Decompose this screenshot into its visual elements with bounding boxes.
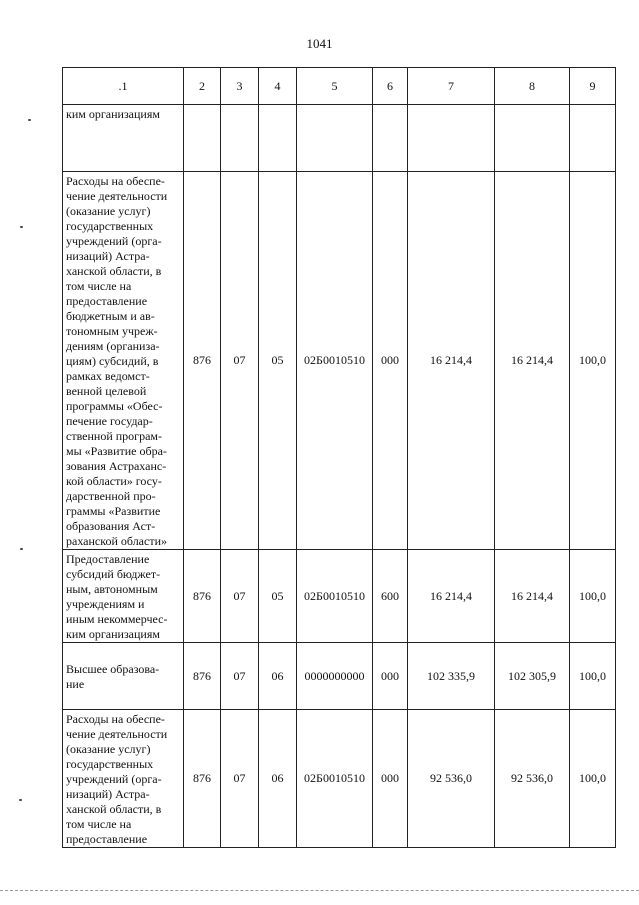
- cell-expense-type: 000: [373, 172, 408, 550]
- cell-amount-planned: 102 335,9: [408, 643, 495, 710]
- cell-target-article: 02Б0010510: [297, 550, 373, 643]
- table-row: [63, 550, 616, 643]
- cell-section: [221, 105, 259, 172]
- column-header-5: 5: [297, 68, 373, 105]
- cell-section: 07: [221, 643, 259, 710]
- cell-expense-type: [373, 105, 408, 172]
- table-row: [63, 172, 616, 550]
- scan-speck: [20, 226, 23, 228]
- cell-amount-planned: 16 214,4: [408, 172, 495, 550]
- cell-subsection: 05: [259, 172, 297, 550]
- cell-amount-planned: [408, 105, 495, 172]
- cell-ministry: 876: [184, 172, 221, 550]
- scan-speck: [19, 799, 22, 801]
- column-header-6: 6: [373, 68, 408, 105]
- column-header-9: 9: [570, 68, 616, 105]
- column-header-1: .1: [63, 68, 184, 105]
- cell-percent: 100,0: [570, 550, 616, 643]
- cell-section: 07: [221, 710, 259, 848]
- cell-expense-type: 000: [373, 710, 408, 848]
- cell-ministry: [184, 105, 221, 172]
- scan-edge-line: [0, 890, 639, 892]
- cell-subsection: 06: [259, 643, 297, 710]
- cell-subsection: 06: [259, 710, 297, 848]
- table-row: [63, 710, 616, 848]
- budget-table: [62, 67, 616, 848]
- page-number: 1041: [306, 36, 333, 51]
- row-description: ким организациям: [63, 105, 184, 172]
- cell-amount-executed: 102 305,9: [495, 643, 570, 710]
- cell-amount-planned: 92 536,0: [408, 710, 495, 848]
- cell-expense-type: 600: [373, 550, 408, 643]
- row-description: Расходы на обеспе- чение деятельности (оказание услуг) государственных учреждений (орга- низаций) Астра- ханской области, в том числе на предоставление: [63, 710, 184, 848]
- cell-ministry: 876: [184, 710, 221, 848]
- cell-expense-type: 000: [373, 643, 408, 710]
- cell-subsection: 05: [259, 550, 297, 643]
- row-description: Высшее образова- ние: [63, 643, 184, 710]
- table-row: [63, 105, 616, 172]
- column-header-7: 7: [408, 68, 495, 105]
- cell-amount-executed: [495, 105, 570, 172]
- cell-percent: 100,0: [570, 710, 616, 848]
- row-description: Расходы на обеспе- чение деятельности (оказание услуг) государственных учреждений (орга- низаций) Астра- ханской области, в том числе на предоставление бюджетным и ав- тономным учреж- дениям (организа- циям) субсидий, в рамках ведомст- венной целевой программы «Обес- печение государ- ственной програм- мы «Развитие обра- зования Астраханс- кой области» госу- дарственной про- граммы «Развитие образования Аст- раханской области»: [63, 172, 184, 550]
- cell-target-article: 02Б0010510: [297, 172, 373, 550]
- cell-ministry: 876: [184, 643, 221, 710]
- cell-ministry: 876: [184, 550, 221, 643]
- cell-percent: [570, 105, 616, 172]
- cell-percent: 100,0: [570, 172, 616, 550]
- cell-target-article: 0000000000: [297, 643, 373, 710]
- row-description: Предоставление субсидий бюджет- ным, автономным учреждениям и иным некоммерчес- ким организациям: [63, 550, 184, 643]
- column-header-8: 8: [495, 68, 570, 105]
- cell-percent: 100,0: [570, 643, 616, 710]
- cell-amount-executed: 16 214,4: [495, 172, 570, 550]
- cell-target-article: [297, 105, 373, 172]
- cell-subsection: [259, 105, 297, 172]
- scan-speck: [20, 548, 23, 550]
- table-row: [63, 643, 616, 710]
- table-header-row: [63, 68, 616, 105]
- column-header-3: 3: [221, 68, 259, 105]
- column-header-2: 2: [184, 68, 221, 105]
- cell-section: 07: [221, 550, 259, 643]
- cell-amount-executed: 92 536,0: [495, 710, 570, 848]
- scan-speck: [28, 119, 31, 121]
- cell-amount-planned: 16 214,4: [408, 550, 495, 643]
- column-header-4: 4: [259, 68, 297, 105]
- cell-target-article: 02Б0010510: [297, 710, 373, 848]
- cell-amount-executed: 16 214,4: [495, 550, 570, 643]
- cell-section: 07: [221, 172, 259, 550]
